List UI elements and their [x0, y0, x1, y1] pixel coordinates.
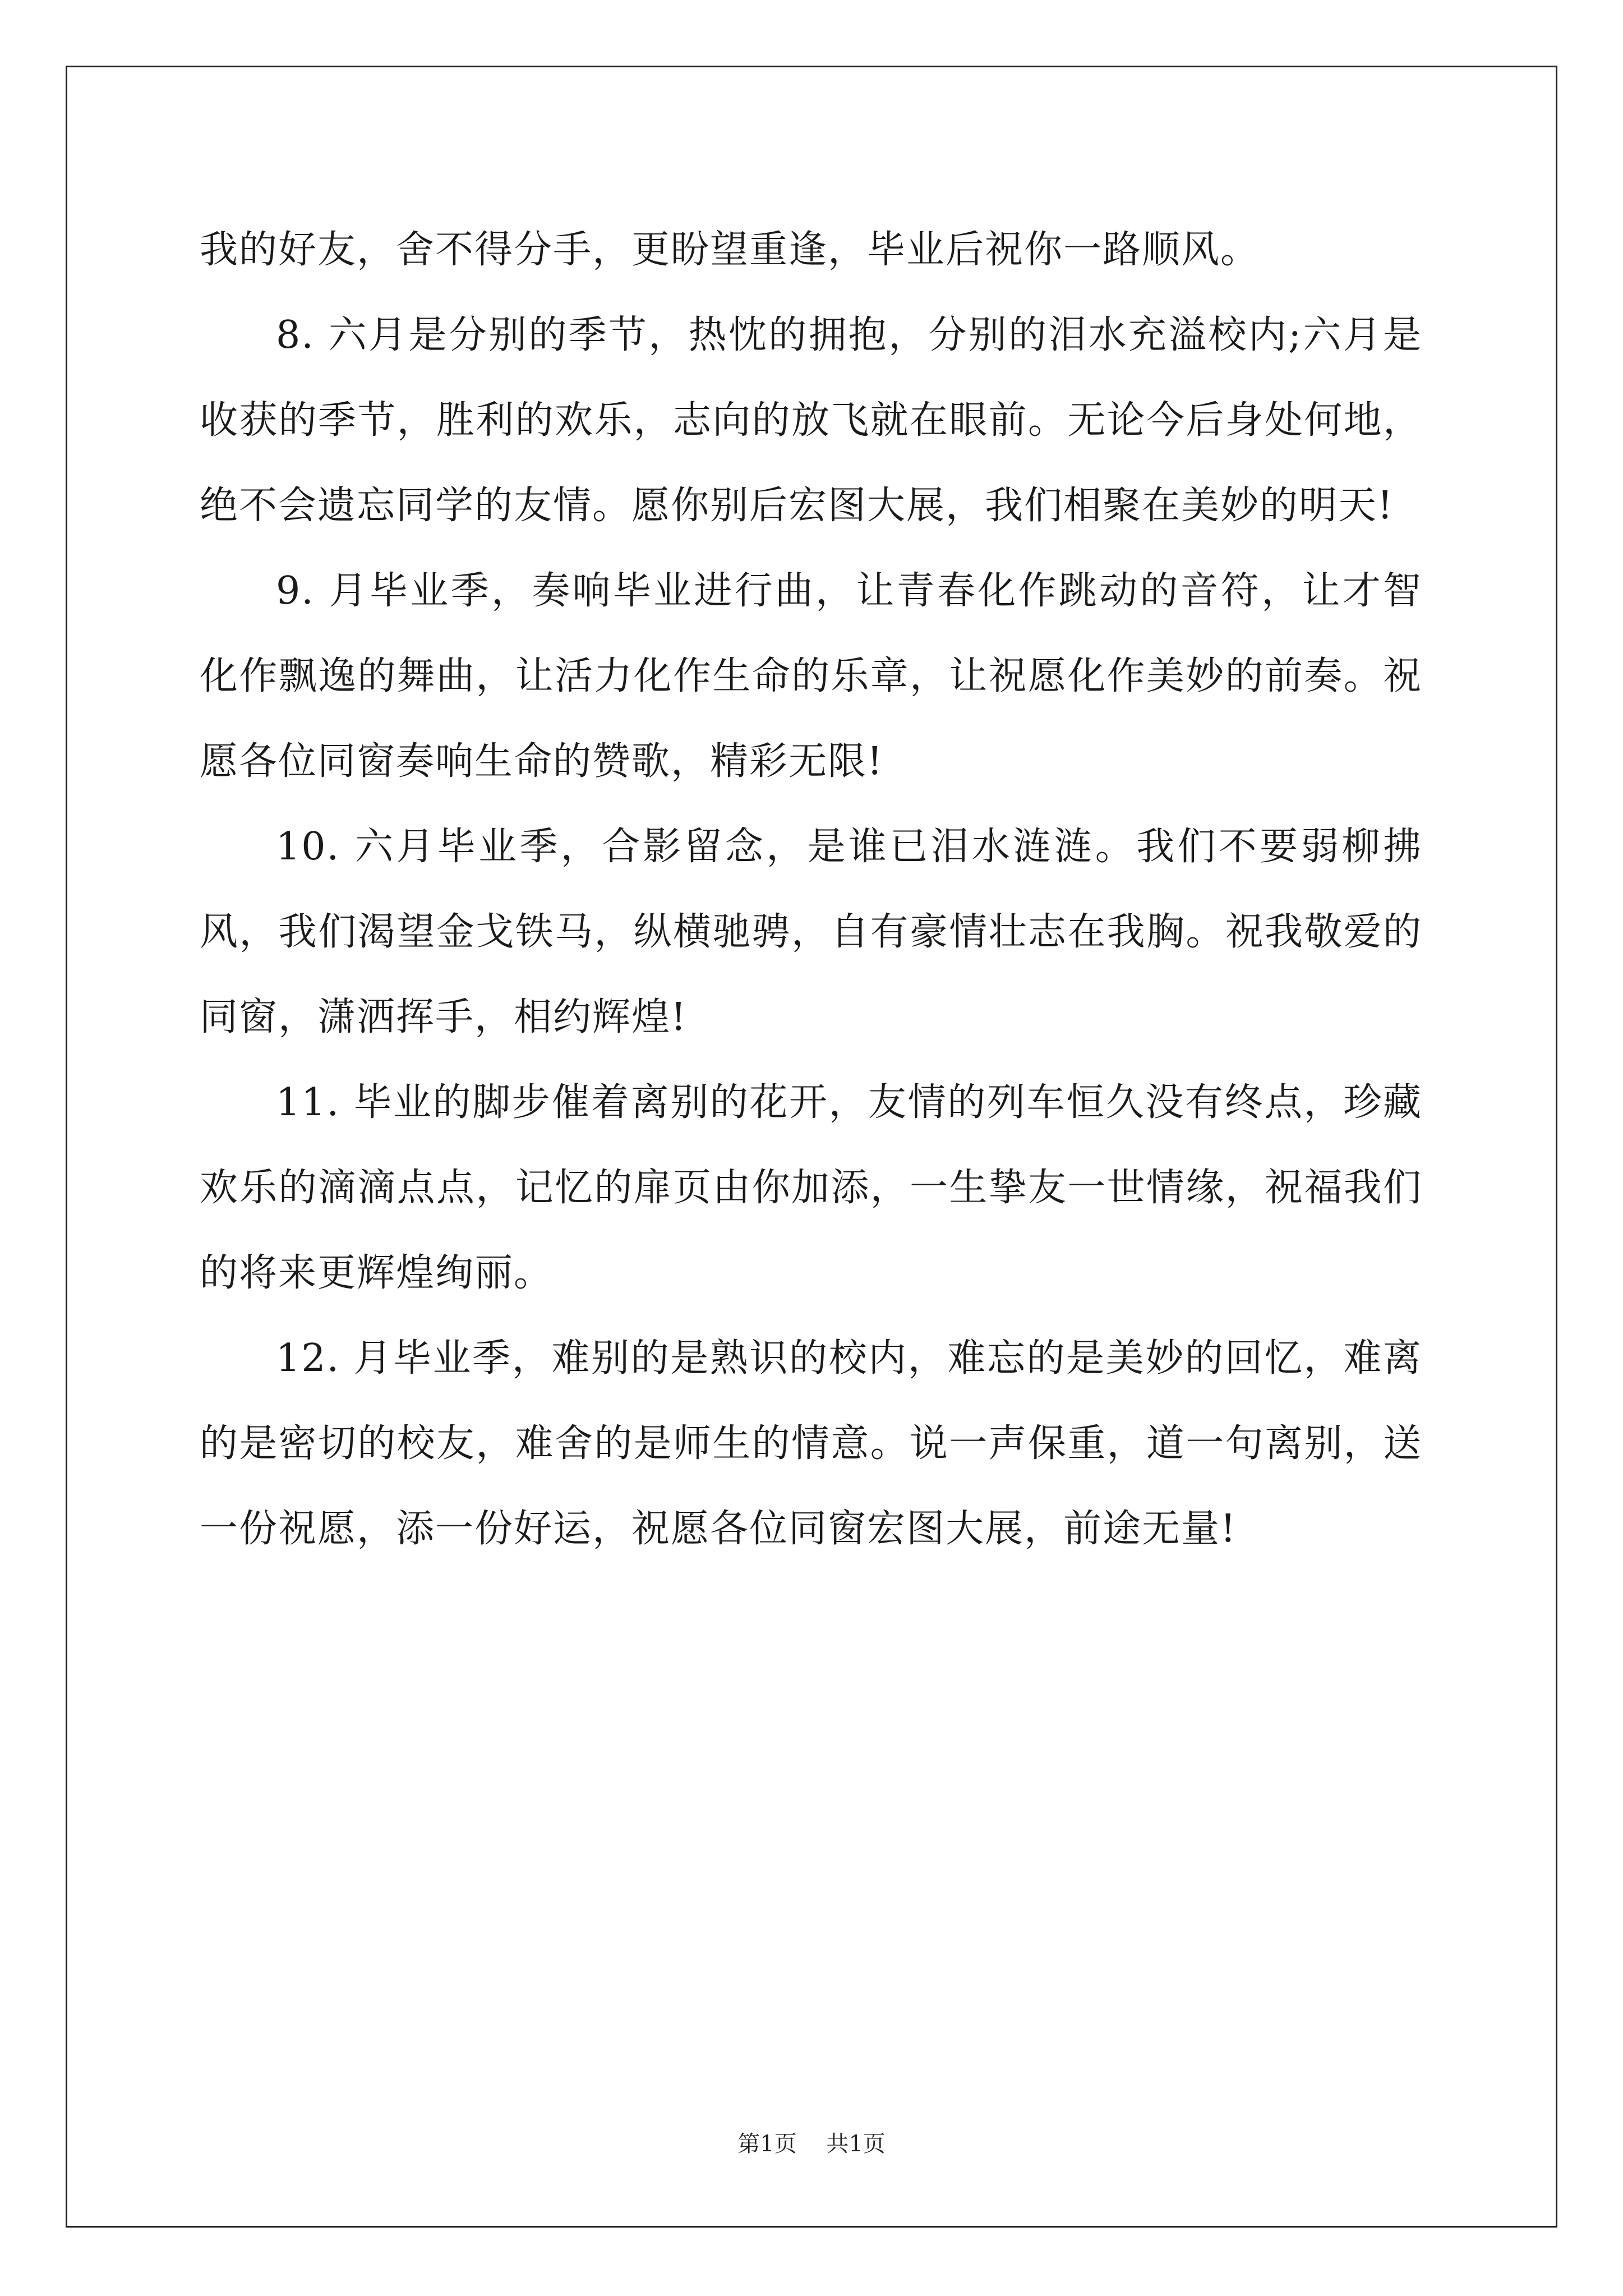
paragraph-item-11: 11. 毕业的脚步催着离别的花开，友情的列车恒久没有终点，珍藏欢乐的滴滴点点，记忆的扉页由你加添，一生挚友一世情缘，祝福我们的将来更辉煌绚丽。 — [200, 1080, 1422, 1295]
paragraph-continuation: 我的好友，舍不得分手，更盼望重逢，毕业后祝你一路顺风。 — [200, 228, 1260, 272]
page-number-total: 共1页 — [826, 2131, 886, 2157]
paragraph-item-12: 12. 月毕业季，难别的是熟识的校内，难忘的是美妙的回忆，难离的是密切的校友，难舍的是师生的情意。说一声保重，道一句离别，送一份祝愿，添一份好运，祝愿各位同窗宏图大展，前途无量! — [200, 1336, 1422, 1551]
page-number-current: 第1页 — [737, 2131, 797, 2157]
document-body — [200, 208, 1422, 1572]
page-footer — [0, 2126, 1623, 2158]
paragraph-item-9: 9. 月毕业季，奏响毕业进行曲，让青春化作跳动的音符，让才智化作飘逸的舞曲，让活力化作生命的乐章，让祝愿化作美妙的前奏。祝愿各位同窗奏响生命的赞歌，精彩无限! — [200, 569, 1422, 784]
paragraph-item-10: 10. 六月毕业季，合影留念，是谁已泪水涟涟。我们不要弱柳拂风，我们渴望金戈铁马，纵横驰骋，自有豪情壮志在我胸。祝我敬爱的同窗，潇洒挥手，相约辉煌! — [200, 825, 1422, 1039]
paragraph-item-8: 8. 六月是分别的季节，热忱的拥抱，分别的泪水充溢校内;六月是收获的季节，胜利的欢乐，志向的放飞就在眼前。无论今后身处何地，绝不会遗忘同学的友情。愿你别后宏图大展，我们相聚在美妙的明天! — [200, 313, 1422, 528]
